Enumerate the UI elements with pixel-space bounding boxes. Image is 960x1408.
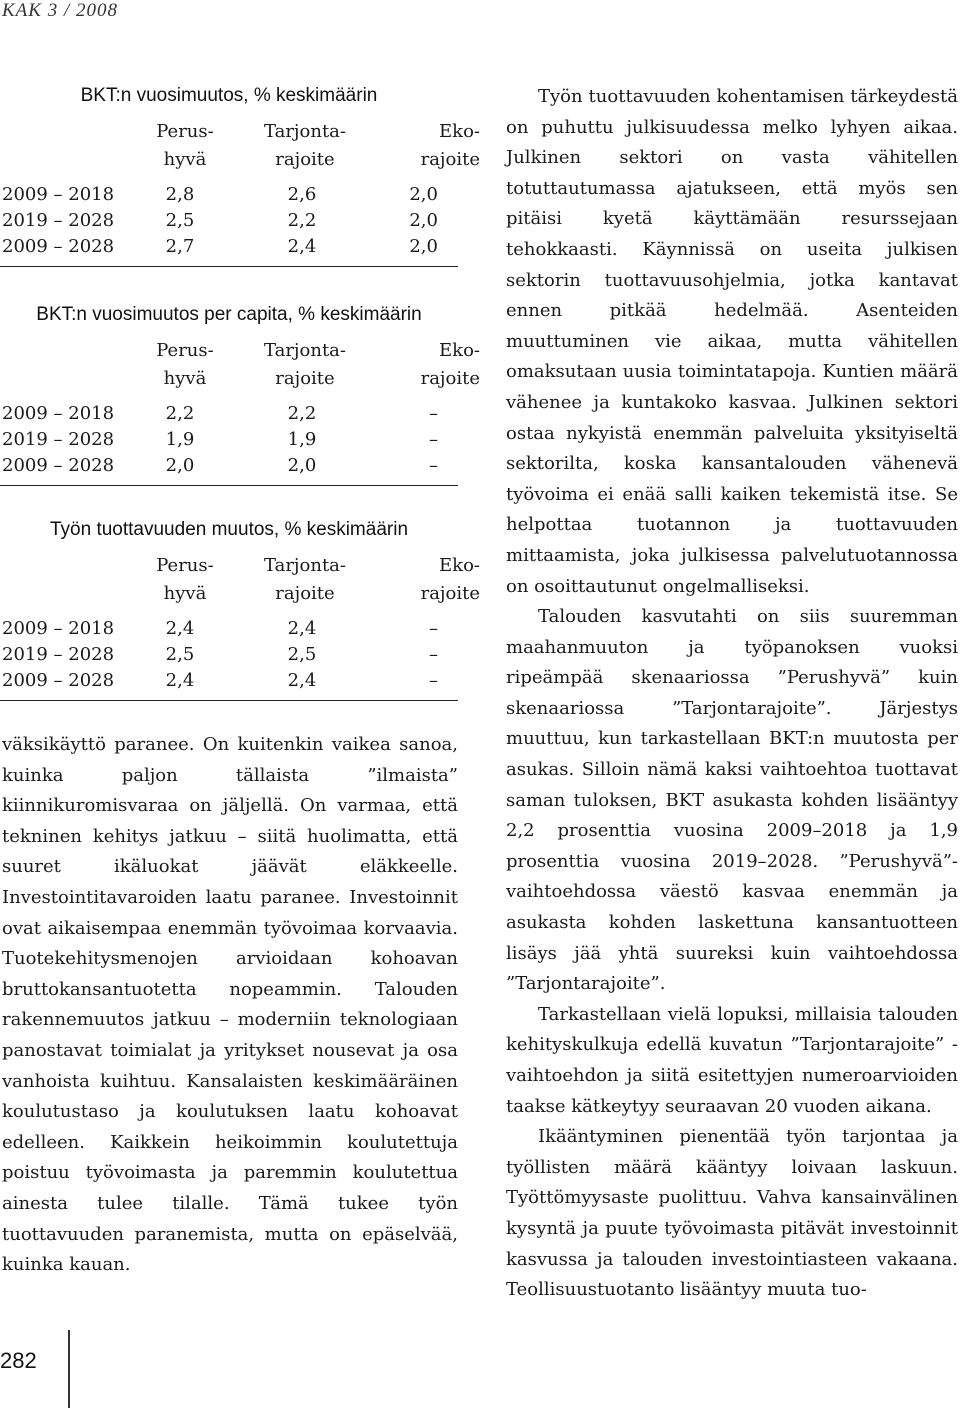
table-title: Työn tuottavuuden muutos, % keskimäärin	[49, 519, 409, 540]
table-rule	[0, 266, 458, 267]
table-gdp-growth	[0, 78, 480, 267]
table-rule	[0, 700, 458, 701]
table-body	[0, 612, 458, 700]
table-row: 2019 – 2028 2,5 2,2 2,0	[2, 210, 438, 231]
page-number: 282	[0, 1348, 37, 1373]
table-title: BKT:n vuosimuutos, % keskimäärin	[80, 85, 378, 106]
table-row: 2019 – 2028 1,9 1,9 –	[2, 429, 438, 450]
paragraph: Ikääntyminen pienentää työn tarjontaa ja työllisten määrä kääntyy loivaan laskuun. Työttömyysaste puolittuu. Vahva kansainvälinen kysyntä ja puute työvoimasta pitävät investoinnit kasvussa ja talouden investointiasteen vakaana. Teollisuustuotanto lisääntyy muuta tuo-	[506, 1126, 958, 1301]
paragraph: väksikäyttö paranee. On kuitenkin vaikea sanoa, kuinka paljon tällaista ”ilmaista” kiinnikuromisvaraa on jäljellä. On varmaa, että tekninen kehitys jatkuu – siitä huolimatta, että suuret ikäluokat jäävät eläkkeelle. Investointitavaroiden laatu paranee. Investoinnit ovat aikaisempaa enemmän työvoimaa korvaavia. Tuotekehitysmenojen arvioidaan kohoavan bruttokansantuotetta nopeammin. Talouden rakennemuutos jatkuu – moderniin teknologiaan panostavat toimialat ja yritykset nousevat ja osa vanhoista kuihtuu. Kansalaisten keskimääräinen koulutustaso ja koulutuksen laatu kohoavat edelleen. Kaikkein heikoimmin koulutettuja poistuu työvoimasta ja paremmin koulutettua ainesta tulee tilalle. Tämä tukee työn tuottavuuden paranemista, mutta on epäselvää, kuinka kauan.	[2, 734, 458, 1276]
table-row: 2009 – 2028 2,0 2,0 –	[2, 455, 438, 476]
running-header: KAK 3 / 2008	[2, 0, 118, 21]
paragraph: Tarkastellaan vielä lopuksi, millaisia talouden kehityskulkuja edellä kuvatun ”Tarjontarajoite” -vaihtoehdon ja siitä esitettyjen numeroarvioiden taakse kätkeytyy seuraavan 20 vuoden aikana.	[506, 1003, 958, 1117]
table-title: BKT:n vuosimuutos per capita, % keskimäärin	[36, 304, 422, 325]
table-row: 2009 – 2018 2,8 2,6 2,0	[2, 184, 438, 205]
tables-column	[0, 78, 480, 701]
table-row: 2009 – 2028 2,7 2,4 2,0	[2, 236, 438, 257]
table-row: 2009 – 2028 2,4 2,4 –	[2, 670, 438, 691]
col-header-tarjontarajoite: Tarjonta- rajoite	[263, 121, 346, 170]
table-header	[0, 548, 480, 612]
col-header-ekorajoite: Eko- rajoite	[420, 555, 480, 604]
table-row: 2019 – 2028 2,5 2,5 –	[2, 644, 438, 665]
left-column-text	[2, 730, 458, 1281]
table-header	[0, 114, 480, 178]
right-column-text	[506, 82, 958, 1306]
paragraph: Työn tuottavuuden kohentamisen tärkeydestä on puhuttu julkisuudessa melko lyhyen aikaa. Julkinen sektori on vasta vähitellen totuttautumassa ajatukseen, että myös sen pitäisi kyetä käyttämään resurssejaan tehokkaasti. Käynnissä on useita julkisen sektorin tuottavuusohjelmia, jotka kantavat ennen pitkää hedelmää. Asenteiden muuttuminen vie aikaa, mutta vähitellen omaksutaan uusia toimintatapoja. Kuntien määrä vähenee ja kuntakoko kasvaa. Julkinen sektori ostaa nykyistä enemmän palveluita yksityiseltä sektorilta, koska kansantalouden vähenevä työvoima ei enää salli kaiken tekemistä itse. Se helpottaa tuotannon ja tuottavuuden mittaamista, joka julkisessa palvelutuotannossa on osoittautunut ongelmalliseksi.	[506, 86, 958, 597]
table-row: 2009 – 2018 2,2 2,2 –	[2, 403, 438, 424]
footer-divider	[68, 1330, 70, 1408]
col-header-perushyva: Perus- hyvä	[156, 340, 214, 389]
table-gdp-per-capita	[0, 297, 480, 486]
paragraph: Talouden kasvutahti on siis suuremman maahanmuuton ja työpanoksen vuoksi ripeämpää skenaariossa ”Perushyvä” kuin skenaariossa ”Tarjontarajoite”. Järjestys muuttuu, kun tarkastellaan BKT:n muutosta per asukas. Silloin nämä kaksi vaihtoehtoa tuottavat saman tuloksen, BKT asukasta kohden lisääntyy 2,2 prosenttia vuosina 2009–2018 ja 1,9 prosenttia vuosina 2019–2028. ”Perushyvä”-vaihtoehdossa väestö kasvaa enemmän ja asukasta kohden laskettuna kansantuotteen lisäys jää yhtä suureksi kuin vaihtoehdossa ”Tarjontarajoite”.	[506, 606, 958, 995]
col-header-perushyva: Perus- hyvä	[156, 555, 214, 604]
table-row: 2009 – 2018 2,4 2,4 –	[2, 618, 438, 639]
table-labour-productivity	[0, 512, 480, 701]
table-header	[0, 333, 480, 397]
table-body	[0, 397, 458, 485]
col-header-ekorajoite: Eko- rajoite	[420, 340, 480, 389]
table-body	[0, 178, 458, 266]
table-rule	[0, 485, 458, 486]
col-header-ekorajoite: Eko- rajoite	[420, 121, 480, 170]
col-header-perushyva: Perus- hyvä	[156, 121, 214, 170]
col-header-tarjontarajoite: Tarjonta- rajoite	[263, 340, 346, 389]
col-header-tarjontarajoite: Tarjonta- rajoite	[263, 555, 346, 604]
